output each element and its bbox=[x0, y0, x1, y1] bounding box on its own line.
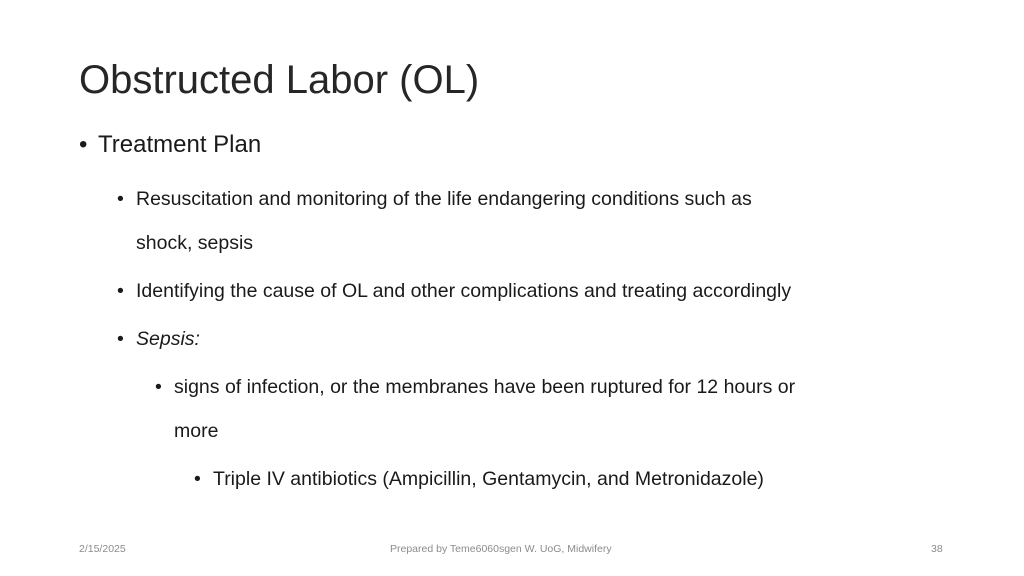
bullet-dot: • bbox=[117, 328, 124, 350]
bullet-text-line2: more bbox=[174, 420, 219, 442]
bullet-dot: • bbox=[117, 188, 124, 210]
bullet-level2-resuscitation bbox=[117, 177, 896, 265]
bullet-dot: • bbox=[117, 280, 124, 302]
bullet-dot: • bbox=[79, 131, 88, 158]
bullet-level3-signs bbox=[155, 365, 944, 453]
bullet-level2-sepsis bbox=[117, 317, 200, 361]
bullet-text-line1: signs of infection, or the membranes have been ruptured for 12 hours or bbox=[174, 376, 796, 398]
bullet-level1 bbox=[79, 131, 261, 159]
bullet-text: Treatment Plan bbox=[98, 131, 262, 158]
bullet-text: Sepsis: bbox=[136, 328, 200, 350]
slide-title: Obstructed Labor (OL) bbox=[79, 58, 480, 102]
bullet-text bbox=[174, 365, 944, 453]
footer-author: Prepared by Teme6060sgen W. UoG, Midwifery bbox=[390, 543, 612, 555]
bullet-text: Identifying the cause of OL and other complications and treating accordingly bbox=[136, 280, 792, 302]
bullet-text-line1: Resuscitation and monitoring of the life endangering conditions such as bbox=[136, 188, 752, 210]
bullet-dot: • bbox=[155, 376, 162, 398]
bullet-level2-identifying bbox=[117, 269, 791, 313]
bullet-text: Triple IV antibiotics (Ampicillin, Gentamycin, and Metronidazole) bbox=[213, 468, 764, 490]
bullet-level4-antibiotics bbox=[194, 457, 764, 501]
bullet-dot: • bbox=[194, 468, 201, 490]
footer-date: 2/15/2025 bbox=[79, 543, 126, 555]
bullet-text-line2: shock, sepsis bbox=[136, 232, 254, 254]
bullet-text bbox=[136, 177, 896, 265]
footer-page-number: 38 bbox=[931, 543, 943, 555]
